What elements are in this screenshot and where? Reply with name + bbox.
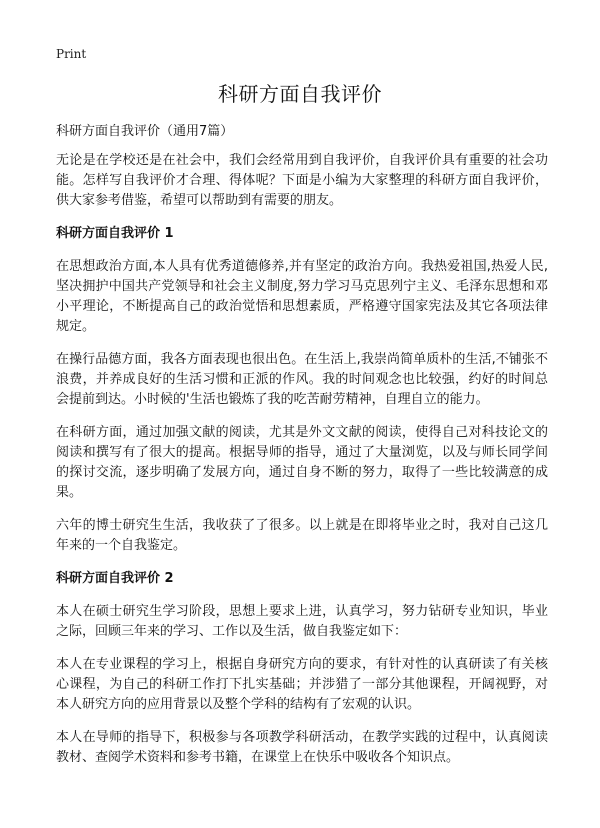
section-1-paragraph: 在思想政治方面,本人具有优秀道德修养,并有坚定的政治方向。我热爱祖国,热爱人民,坚决拥护中国共产党领导和社会主义制度,努力学习马克思列宁主义、毛泽东思想和邓小平理论，不断提高自己的政治觉悟和思想素质，严格遵守国家宪法及其它各项法律规定。 [56,259,548,334]
section-1-paragraph: 在操行品德方面，我各方面表现也很出色。在生活上,我崇尚简单质朴的生活,不铺张不浪费，并养成良好的生活习惯和正派的作风。我的时间观念也比较强，约好的时间总会提前到达。小时候的'生活也锻炼了我的吃苦耐劳精神，自理自立的能力。 [56,352,548,407]
document-subtitle: 科研方面自我评价（通用7篇） [56,124,234,139]
section-1-paragraph: 六年的博士研究生生活，我收获了了很多。以上就是在即将毕业之时，我对自己这几年来的一个自我鉴定。 [56,518,548,553]
section-2-paragraph: 本人在专业课程的学习上，根据自身研究方向的要求，有针对性的认真研读了有关核心课程，为自己的科研工作打下扎实基础；并涉猎了一部分其他课程，开阔视野，对本人研究方向的应用背景以及整个学科的结构有了宏观的认识。 [56,657,548,712]
section-1-heading: 科研方面自我评价 1 [56,226,174,241]
print-link[interactable]: Print [56,47,87,61]
section-2-paragraph: 本人在硕士研究生学习阶段，思想上要求上进，认真学习，努力钻研专业知识，毕业之际，回顾三年来的学习、工作以及生活，做自我鉴定如下： [56,604,548,639]
section-2-paragraph: 本人在导师的指导下，积极参与各项教学科研活动，在教学实践的过程中，认真阅读教材、查阅学术资料和参考书籍，在课堂上在快乐中吸收各个知识点。 [56,730,548,765]
section-2-heading: 科研方面自我评价 2 [56,571,174,586]
page-title: 科研方面自我评价 [218,82,382,106]
document-body [56,151,548,781]
section-1-paragraph: 在科研方面，通过加强文献的阅读，尤其是外文文献的阅读，使得自己对科技论文的阅读和撰写有了很大的提高。根据导师的指导，通过了大量浏览，以及与师长同学间的探讨交流，逐步明确了发展方向，通过自身不断的努力，取得了一些比较满意的成果。 [56,425,548,500]
intro-paragraph: 无论是在学校还是在社会中，我们会经常用到自我评价，自我评价具有重要的社会功能。怎样写自我评价才合理、得体呢？下面是小编为大家整理的科研方面自我评价，供大家参考借鉴，希望可以帮助到有需要的朋友。 [56,153,548,208]
